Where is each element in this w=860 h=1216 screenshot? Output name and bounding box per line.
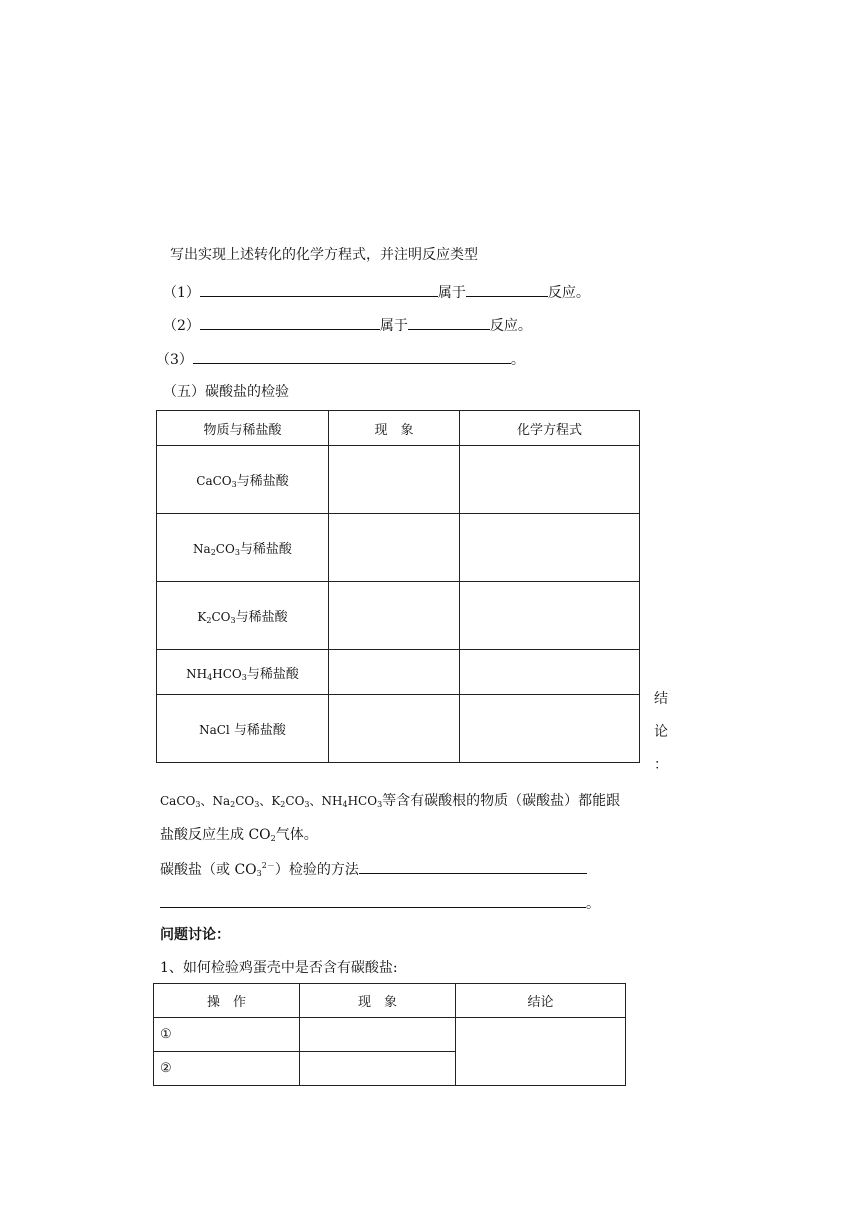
row-substance-nh4hco3: $NH_4HCO_3$与稀盐酸 <box>157 650 329 695</box>
equation-2-number: （2） <box>163 318 200 334</box>
method-blank-2[interactable] <box>160 893 586 908</box>
side-conclusion-char-3: ： <box>654 757 668 773</box>
row-substance-caco3: CaCO$_3$与稀盐酸 <box>157 446 329 514</box>
equation-cell[interactable] <box>460 582 640 650</box>
table-row <box>157 446 640 514</box>
header-conclusion: 结论 <box>456 984 626 1018</box>
phenomenon-cell[interactable] <box>329 650 460 695</box>
equation-1-end: 反应。 <box>547 285 590 301</box>
equation-cell[interactable] <box>460 650 640 695</box>
row-substance-na2co3: $Na_2CO_3$与稀盐酸 <box>157 514 329 582</box>
equation-3 <box>156 349 525 369</box>
table-row <box>154 1018 626 1052</box>
equation-2-belongs: 属于 <box>379 318 408 334</box>
equation-cell[interactable] <box>460 514 640 582</box>
equation-cell[interactable] <box>460 695 640 763</box>
phenomenon-cell[interactable] <box>300 1018 456 1052</box>
method-blank-1[interactable] <box>359 859 587 874</box>
equation-1-number: （1） <box>163 285 200 301</box>
equation-2-type-blank[interactable] <box>408 315 490 330</box>
equation-2 <box>163 315 532 335</box>
section-5-title: （五）碳酸盐的检验 <box>163 384 289 400</box>
header-phenomenon: 现 象 <box>329 411 460 446</box>
header-phenomenon: 现 象 <box>300 984 456 1018</box>
discussion-title: 问题讨论： <box>160 927 230 943</box>
side-conclusion-char-2: 论 <box>654 724 668 740</box>
header-substance: 物质与稀盐酸 <box>157 411 329 446</box>
intro-text: 写出实现上述转化的化学方程式，并注明反应类型 <box>170 247 478 263</box>
equation-3-end: 。 <box>510 352 525 368</box>
phenomenon-cell[interactable] <box>300 1052 456 1086</box>
equation-2-blank[interactable] <box>200 315 380 330</box>
side-conclusion-char-1: 结 <box>654 691 668 707</box>
eggshell-test-table <box>153 983 626 1086</box>
header-operation: 操 作 <box>154 984 300 1018</box>
header-equation: 化学方程式 <box>460 411 640 446</box>
question-1: 1、如何检验鸡蛋壳中是否含有碳酸盐: <box>160 960 398 976</box>
method-line-2: 。 <box>160 893 600 913</box>
table-row <box>157 650 640 695</box>
operation-step-2[interactable]: ② <box>154 1052 300 1086</box>
equation-1-belongs: 属于 <box>437 285 466 301</box>
conclusion-cell[interactable] <box>456 1018 626 1086</box>
row-substance-nacl: NaCl 与稀盐酸 <box>157 695 329 763</box>
table-row <box>157 514 640 582</box>
table-row <box>157 582 640 650</box>
row-substance-k2co3: $K_2CO_3$与稀盐酸 <box>157 582 329 650</box>
phenomenon-cell[interactable] <box>329 514 460 582</box>
table-row <box>157 695 640 763</box>
operation-step-1[interactable]: ① <box>154 1018 300 1052</box>
equation-1-type-blank[interactable] <box>466 282 548 297</box>
equation-cell[interactable] <box>460 446 640 514</box>
equation-1 <box>163 282 590 302</box>
carbonate-test-table <box>156 410 640 763</box>
equation-1-blank[interactable] <box>200 282 438 297</box>
phenomenon-cell[interactable] <box>329 695 460 763</box>
equation-3-number: （3） <box>156 352 193 368</box>
equation-2-end: 反应。 <box>489 318 532 334</box>
conclusion-line-2: 盐酸反应生成 $CO_2$气体。 <box>160 827 318 843</box>
method-line: 碳酸盐（或 $CO_3^{2-}$）检验的方法 <box>160 859 587 879</box>
equation-3-blank[interactable] <box>193 349 511 364</box>
conclusion-line-1: CaCO$_3$、$Na_2CO_3$、$K_2CO_3$、$NH_4HCO_3$等含有碳酸根的物质（碳酸盐）都能跟 <box>160 793 621 809</box>
phenomenon-cell[interactable] <box>329 582 460 650</box>
phenomenon-cell[interactable] <box>329 446 460 514</box>
